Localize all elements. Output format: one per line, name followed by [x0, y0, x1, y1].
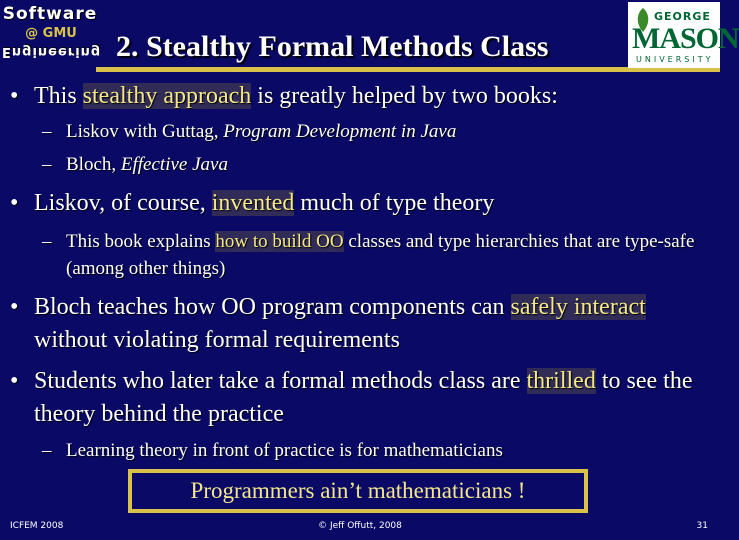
bullet-dot: •	[10, 368, 19, 394]
bullet-text: without violating formal requirements	[34, 327, 400, 353]
dash: –	[42, 231, 52, 252]
bullet-stealthy-approach	[10, 80, 710, 113]
logo-line3: Engineering	[2, 44, 102, 59]
bullet-dot: •	[10, 190, 19, 216]
bullet-text: is greatly helped by two books:	[251, 83, 558, 109]
highlight-stealthy-approach: stealthy approach	[82, 83, 252, 109]
logo-university: UNIVERSITY	[636, 55, 714, 64]
bullet-text: much of type theory	[294, 190, 495, 216]
dash: –	[42, 154, 52, 175]
dash: –	[42, 121, 52, 142]
software-engineering-gmu-logo	[2, 4, 102, 62]
george-mason-university-logo	[628, 2, 739, 68]
highlight-thrilled: thrilled	[526, 368, 596, 394]
highlight-invented: invented	[211, 190, 295, 216]
bullet-text: This	[34, 83, 83, 109]
subbullet-learning-theory	[42, 437, 702, 464]
dash: –	[42, 440, 52, 461]
bullet-text: Bloch teaches how OO program components can	[34, 294, 511, 320]
bullet-text: to see the theory behind the practice	[34, 368, 693, 427]
logo-george: GEORGE	[654, 10, 711, 23]
subbullet-bloch-book	[42, 151, 702, 178]
title-underline	[96, 67, 720, 72]
footer-copyright: © Jeff Offutt, 2008	[318, 521, 402, 531]
subbullet-text: Liskov with Guttag,	[66, 121, 224, 142]
subbullet-book-explains	[42, 228, 702, 282]
highlight-safely-interact: safely interact	[510, 294, 646, 320]
subbullet-text: Bloch,	[66, 154, 121, 175]
highlight-build-oo: how to build OO	[215, 231, 344, 252]
bullet-bloch-teaches	[10, 291, 710, 357]
callout-box: Programmers ain’t mathematicians !	[128, 469, 588, 513]
logo-mason: MASON	[632, 22, 739, 55]
page-number: 31	[696, 521, 708, 531]
bullet-text: Liskov, of course,	[34, 190, 212, 216]
bullet-students-thrilled	[10, 365, 710, 431]
bullet-dot: •	[10, 294, 19, 320]
bullet-dot: •	[10, 83, 19, 109]
subbullet-text: Learning theory in front of practice is for mathematicians	[66, 440, 503, 461]
slide-title: 2. Stealthy Formal Methods Class	[116, 30, 549, 63]
logo-line2: @ GMU	[16, 26, 86, 44]
bullet-liskov-invented	[10, 187, 710, 220]
logo-line1: Software	[2, 4, 98, 24]
subbullet-liskov-book	[42, 118, 702, 145]
book-title: Program Development in Java	[223, 121, 457, 142]
subbullet-text: classes and type hierarchies that are type-safe (among other things)	[66, 231, 695, 279]
footer-conference: ICFEM 2008	[10, 521, 64, 531]
bullet-text: Students who later take a formal methods class are	[34, 368, 527, 394]
book-title: Effective Java	[120, 154, 228, 175]
subbullet-text: This book explains	[66, 231, 216, 252]
